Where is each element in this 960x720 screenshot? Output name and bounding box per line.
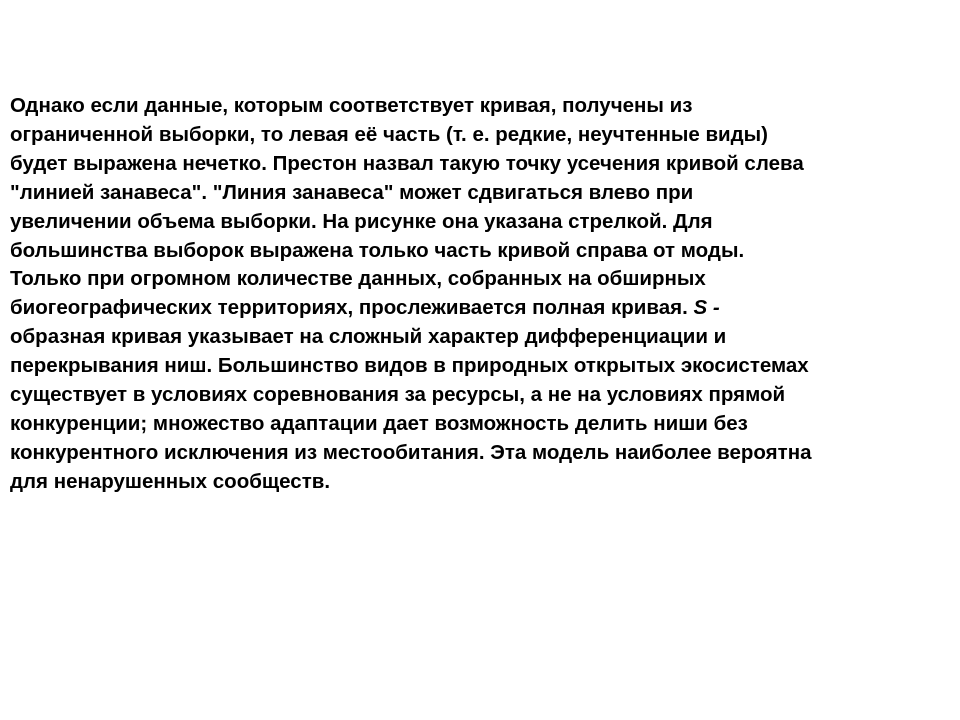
text-line-9: образная кривая указывает на сложный характер дифференциации и: [10, 325, 727, 349]
text-line-11: существует в условиях соревнования за ресурсы, а не на условиях прямой: [10, 383, 786, 407]
text-line-13: конкурентного исключения из местообитания. Эта модель наиболее вероятна: [10, 440, 812, 464]
text-line-8-italic: S -: [687, 296, 720, 320]
text-line-1: Однако если данные, которым соответствует кривая, получены из: [10, 94, 693, 117]
text-line-10: перекрывания ниш. Большинство видов в природных открытых экосистемах: [10, 354, 809, 378]
text-line-2: ограниченной выборки, то левая её часть (т. е. редкие, неучтенные виды): [10, 122, 769, 146]
text-line-14: для ненарушенных сообществ.: [10, 469, 331, 493]
text-line-7: Только при огромном количестве данных, собранных на обширных: [10, 267, 706, 291]
text-line-5: увеличении объема выборки. На рисунке она указана стрелкой. Для: [10, 209, 713, 233]
body-text: [10, 92, 955, 497]
text-line-3: будет выражена нечетко. Престон назвал такую точку усечения кривой слева: [10, 151, 804, 175]
text-line-4: "линией занавеса". "Линия занавеса" может сдвигаться влево при: [10, 180, 694, 204]
text-line-8: [10, 294, 955, 323]
text-line-8-main: биогеографических территориях, прослеживается полная кривая.: [10, 296, 688, 320]
text-line-12: конкуренции; множество адаптации дает возможность делить ниши без: [10, 411, 748, 435]
text-line-6: большинства выборок выражена только часть кривой справа от моды.: [10, 238, 745, 262]
